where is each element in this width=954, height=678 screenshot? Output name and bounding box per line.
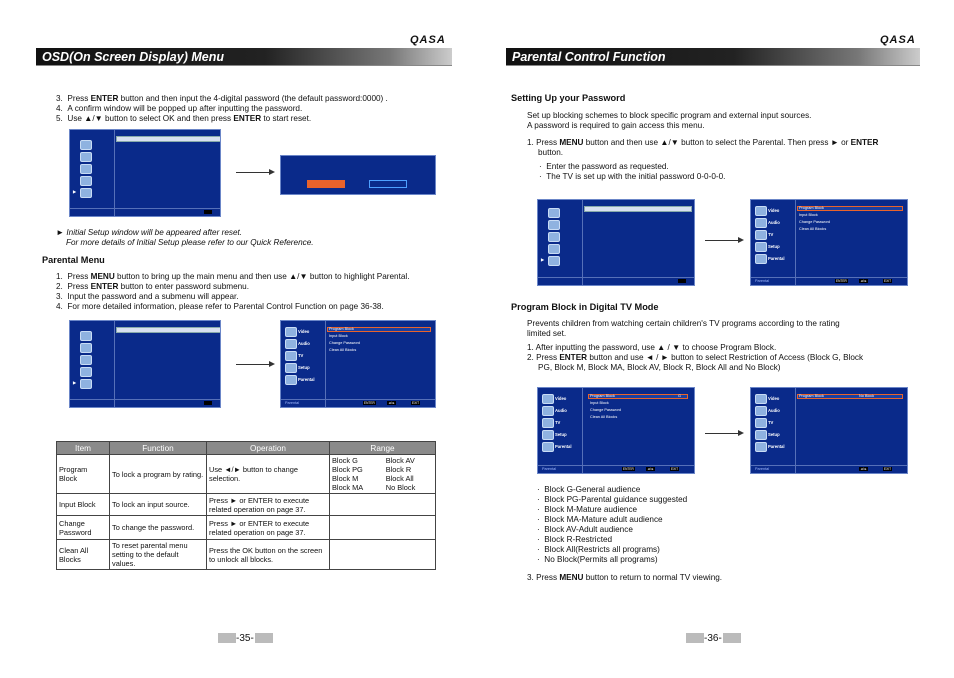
title-rule-left bbox=[36, 65, 452, 66]
cell-function: To lock a program by rating. bbox=[110, 455, 207, 494]
parental-step-3: 3. Input the password and a submenu will appear. bbox=[56, 292, 239, 301]
audio-icon bbox=[542, 406, 554, 416]
cell-function: To reset parental menu setting to the default values. bbox=[110, 540, 207, 570]
menu-parental[interactable]: Parental bbox=[768, 256, 785, 261]
password-intro bbox=[527, 111, 878, 182]
menu-video[interactable]: Video bbox=[768, 208, 780, 213]
osd-password-bar bbox=[116, 136, 221, 142]
osd-footer bbox=[70, 399, 220, 407]
cell-item: Clean All Blocks bbox=[57, 540, 110, 570]
parental-icon bbox=[285, 375, 297, 385]
parental-step-1: 1. Press MENU button to bring up the main menu and then use ▲/▼ button to highlight Parental. bbox=[56, 272, 410, 281]
block-bullet-list bbox=[537, 485, 687, 565]
title-bar-left bbox=[36, 48, 452, 65]
osd-footer bbox=[70, 208, 220, 216]
setup-icon bbox=[80, 367, 92, 377]
osd-footer bbox=[751, 465, 907, 473]
password-step-1-cont: button. bbox=[538, 148, 564, 157]
menu-parental[interactable]: Parental bbox=[298, 377, 315, 382]
list-item: · Block M-Mature audience bbox=[537, 505, 638, 514]
title-bar-right bbox=[506, 48, 920, 65]
bullet: · Enter the password as requested. bbox=[539, 162, 669, 171]
video-icon bbox=[755, 206, 767, 216]
page-number-deco bbox=[218, 633, 236, 643]
arrow-line bbox=[705, 240, 739, 241]
list-item: · Block AV-Adult audience bbox=[537, 525, 633, 534]
list-item: · No Block(Permits all programs) bbox=[537, 555, 658, 564]
footer-exit-key: EXIT bbox=[671, 467, 679, 471]
table-row bbox=[57, 494, 436, 516]
osd-screen-no-block bbox=[750, 387, 908, 474]
osd-screen-password bbox=[69, 320, 221, 408]
parental-icon bbox=[80, 188, 92, 198]
intro-line-2: A password is required to gain access this menu. bbox=[527, 121, 705, 130]
sub-program-block[interactable]: Program Block bbox=[799, 206, 824, 210]
menu-audio[interactable]: Audio bbox=[298, 341, 310, 346]
sub-program-block[interactable]: Program Block bbox=[799, 394, 824, 398]
step-5: 5. Use ▲/▼ button to select OK and then press ENTER to start reset. bbox=[56, 114, 312, 123]
osd-screen-reset bbox=[69, 129, 221, 217]
sub-change-password[interactable]: Change Password bbox=[799, 220, 831, 224]
page-title-left: OSD(On Screen Display) Menu bbox=[42, 50, 224, 64]
program-block-intro bbox=[527, 319, 863, 373]
cell-range bbox=[330, 516, 436, 540]
sub-clean-all-blocks[interactable]: Clean All Blocks bbox=[799, 227, 827, 231]
menu-tv[interactable]: TV bbox=[555, 420, 561, 425]
menu-tv[interactable]: TV bbox=[768, 420, 774, 425]
arrow-line bbox=[236, 364, 270, 365]
title-rule-right bbox=[506, 65, 920, 66]
arrow-right-icon bbox=[269, 169, 275, 175]
footer-select-key: ◄/► bbox=[860, 279, 868, 283]
password-step-1: 1. Press MENU button and then use ▲/▼ button to select the Parental. Then press ► or ENTER bbox=[527, 138, 879, 147]
selector-arrow-icon: ▶ bbox=[541, 257, 545, 262]
ok-button[interactable] bbox=[307, 180, 345, 188]
cell-operation: Use ◄/► button to change selection. bbox=[207, 455, 330, 494]
cell-operation: Press ► or ENTER to execute related operation on page 37. bbox=[207, 494, 330, 516]
video-icon bbox=[80, 331, 92, 341]
sub-input-block[interactable]: Input Block bbox=[799, 213, 818, 217]
list-item: · Block R-Restricted bbox=[537, 535, 613, 544]
audio-icon bbox=[285, 339, 297, 349]
osd-sidebar bbox=[70, 321, 115, 407]
table-row bbox=[57, 540, 436, 570]
arrow-right-icon bbox=[738, 430, 744, 436]
audio-icon bbox=[80, 343, 92, 353]
audio-icon bbox=[755, 406, 767, 416]
tv-icon bbox=[548, 232, 560, 242]
section-program-block: Program Block in Digital TV Mode bbox=[511, 302, 659, 312]
section-parental-menu: Parental Menu bbox=[42, 255, 105, 265]
list-item: · Block MA-Mature adult audience bbox=[537, 515, 663, 524]
osd-footer bbox=[751, 277, 907, 285]
setup-icon bbox=[542, 430, 554, 440]
sub-program-block[interactable]: Program Block bbox=[590, 394, 615, 398]
footer-exit-key: EXIT bbox=[884, 467, 892, 471]
page-number-deco bbox=[723, 633, 741, 643]
cell-range bbox=[330, 494, 436, 516]
osd-password-bar bbox=[584, 206, 692, 212]
setup-icon bbox=[80, 176, 92, 186]
steps-parental bbox=[56, 272, 410, 312]
menu-video[interactable]: Video bbox=[555, 396, 567, 401]
menu-audio[interactable]: Audio bbox=[768, 220, 780, 225]
arrow-line bbox=[705, 433, 739, 434]
cancel-button[interactable] bbox=[369, 180, 407, 188]
menu-parental[interactable]: Parental bbox=[768, 444, 785, 449]
cell-function: To change the password. bbox=[110, 516, 207, 540]
table-row bbox=[57, 516, 436, 540]
osd-sidebar bbox=[751, 200, 796, 285]
cell-function: To lock an input source. bbox=[110, 494, 207, 516]
parental-icon bbox=[755, 254, 767, 264]
osd-sidebar bbox=[70, 130, 115, 216]
selector-arrow-icon: ▶ bbox=[73, 189, 77, 194]
footer-exit-key: EXIT bbox=[884, 279, 892, 283]
setup-icon bbox=[285, 363, 297, 373]
setup-icon bbox=[755, 242, 767, 252]
program-step-2-cont: PG, Block M, Block MA, Block AV, Block R, Block All and No Block) bbox=[538, 363, 781, 372]
osd-password-bar bbox=[116, 327, 221, 333]
step-3: 3. Press ENTER button and then input the 4-digital password (the default password:0000) . bbox=[56, 94, 388, 103]
bullet: · The TV is set up with the initial password 0-0-0-0. bbox=[539, 172, 726, 181]
footer-select-key: ◄/► bbox=[388, 401, 396, 405]
osd-sidebar bbox=[281, 321, 326, 407]
arrow-right-icon bbox=[738, 237, 744, 243]
osd-footer-key bbox=[204, 401, 212, 405]
footer-select-key: ◄/► bbox=[647, 467, 655, 471]
audio-icon bbox=[755, 218, 767, 228]
parental-icon bbox=[542, 442, 554, 452]
sub-clean-all-blocks[interactable]: Clean All Blocks bbox=[590, 415, 618, 419]
program-step-3: 3. Press MENU button to return to normal TV viewing. bbox=[527, 573, 723, 582]
footer-label: Parental bbox=[755, 279, 770, 283]
list-item: · Block PG-Parental guidance suggested bbox=[537, 495, 688, 504]
cell-item: Program Block bbox=[57, 455, 110, 494]
table-row bbox=[57, 455, 436, 494]
page-number-deco bbox=[255, 633, 273, 643]
parental-icon bbox=[548, 256, 560, 266]
section-setting-password: Setting Up your Password bbox=[511, 93, 626, 103]
page-number-deco bbox=[686, 633, 704, 643]
menu-setup[interactable]: Setup bbox=[768, 244, 780, 249]
tv-icon bbox=[285, 351, 297, 361]
footer-label: Parental bbox=[755, 467, 770, 471]
osd-footer bbox=[538, 277, 694, 285]
menu-setup[interactable]: Setup bbox=[298, 365, 310, 370]
menu-tv[interactable]: TV bbox=[298, 353, 304, 358]
list-item: · Block G-General audience bbox=[537, 485, 641, 494]
no-block-value: No Block bbox=[859, 394, 875, 398]
video-icon bbox=[755, 394, 767, 404]
cell-range bbox=[330, 540, 436, 570]
header-operation: Operation bbox=[207, 442, 330, 455]
footer-select-key: ◄/► bbox=[860, 467, 868, 471]
osd-confirm-window bbox=[280, 155, 436, 195]
tv-icon bbox=[755, 230, 767, 240]
sub-change-password[interactable]: Change Password bbox=[329, 341, 361, 345]
tv-icon bbox=[80, 164, 92, 174]
sub-program-block[interactable]: Program Block bbox=[329, 327, 354, 331]
footer-enter-key: ENTER bbox=[836, 279, 847, 283]
program-step-2: 2. Press ENTER button and use ◄ / ► button to select Restriction of Access (Block G, Block bbox=[527, 353, 864, 362]
list-item: · Block All(Restricts all programs) bbox=[537, 545, 660, 554]
intro-line-3: Prevents children from watching certain children's TV programs according to the rating bbox=[527, 319, 840, 328]
menu-video[interactable]: Video bbox=[298, 329, 310, 334]
cell-range-b: Block AV Block R Block All No Block bbox=[384, 455, 436, 494]
cell-operation: Press the OK button on the screen to unlock all blocks. bbox=[207, 540, 330, 570]
footer-enter-key: ENTER bbox=[623, 467, 634, 471]
menu-audio[interactable]: Audio bbox=[768, 408, 780, 413]
osd-screen-parental-right bbox=[750, 199, 908, 286]
header-function: Function bbox=[110, 442, 207, 455]
parental-step-2: 2. Press ENTER button to enter password submenu. bbox=[56, 282, 249, 291]
note-line-2: For more details of Initial Setup please refer to our Quick Reference. bbox=[66, 238, 314, 247]
program-step-1: 1. After inputting the password, use ▲ / ▼ to choose Program Block. bbox=[527, 343, 777, 352]
parental-table bbox=[56, 441, 436, 570]
osd-sidebar bbox=[538, 388, 583, 473]
intro-line-1: Set up blocking schemes to block specific program and external input sources. bbox=[527, 111, 812, 120]
sub-clean-all-blocks[interactable]: Clean All Blocks bbox=[329, 348, 357, 352]
header-range: Range bbox=[330, 442, 436, 455]
footer-exit-key: EXIT bbox=[412, 401, 420, 405]
setup-icon bbox=[755, 430, 767, 440]
cell-operation: Press ► or ENTER to execute related operation on page 37. bbox=[207, 516, 330, 540]
sub-input-block[interactable]: Input Block bbox=[590, 401, 609, 405]
header-item: Item bbox=[57, 442, 110, 455]
parental-step-4: 4. For more detailed information, please refer to Parental Control Function on page 36-38. bbox=[56, 302, 384, 311]
osd-screen-parental bbox=[280, 320, 436, 408]
footer-label: Parental bbox=[542, 467, 557, 471]
osd-screen-program-block bbox=[537, 387, 695, 474]
tv-icon bbox=[542, 418, 554, 428]
parental-icon bbox=[80, 379, 92, 389]
step-4: 4. A confirm window will be popped up after inputting the password. bbox=[56, 104, 303, 113]
tv-icon bbox=[80, 355, 92, 365]
note-line-1: ► Initial Setup window will be appeared after reset. bbox=[56, 228, 243, 237]
osd-footer bbox=[281, 399, 435, 407]
page-number-left: -35- bbox=[236, 633, 254, 644]
steps-top bbox=[56, 94, 388, 124]
tv-icon bbox=[755, 418, 767, 428]
sub-change-password[interactable]: Change Password bbox=[590, 408, 622, 412]
menu-parental[interactable]: Parental bbox=[555, 444, 572, 449]
osd-footer-key bbox=[678, 279, 686, 283]
table-header-row bbox=[57, 442, 436, 455]
parental-icon bbox=[755, 442, 767, 452]
page-number-right: -36- bbox=[704, 633, 722, 644]
menu-setup[interactable]: Setup bbox=[555, 432, 567, 437]
osd-sidebar bbox=[538, 200, 583, 285]
brand-logo-left: QASA bbox=[410, 34, 446, 46]
intro-line-4: limited set. bbox=[527, 329, 567, 338]
menu-audio[interactable]: Audio bbox=[555, 408, 567, 413]
reset-note bbox=[56, 228, 314, 248]
osd-footer bbox=[538, 465, 694, 473]
page-title-right: Parental Control Function bbox=[512, 50, 666, 64]
menu-setup[interactable]: Setup bbox=[768, 432, 780, 437]
selector-arrow-icon: ▶ bbox=[73, 380, 77, 385]
brand-logo-right: QASA bbox=[880, 34, 916, 46]
menu-tv[interactable]: TV bbox=[768, 232, 774, 237]
cell-item: Input Block bbox=[57, 494, 110, 516]
video-icon bbox=[548, 208, 560, 218]
video-icon bbox=[285, 327, 297, 337]
footer-label: Parental bbox=[285, 401, 300, 405]
video-icon bbox=[80, 140, 92, 150]
osd-sidebar bbox=[751, 388, 796, 473]
video-icon bbox=[542, 394, 554, 404]
arrow-right-icon bbox=[269, 361, 275, 367]
setup-icon bbox=[548, 244, 560, 254]
arrow-line bbox=[236, 172, 270, 173]
footer-enter-key: ENTER bbox=[364, 401, 375, 405]
sub-input-block[interactable]: Input Block bbox=[329, 334, 348, 338]
cell-range-a: Block G Block PG Block M Block MA bbox=[330, 455, 384, 494]
program-block-value: G bbox=[678, 394, 681, 398]
audio-icon bbox=[80, 152, 92, 162]
osd-footer-key bbox=[204, 210, 212, 214]
cell-item: Change Password bbox=[57, 516, 110, 540]
audio-icon bbox=[548, 220, 560, 230]
osd-screen-password-right bbox=[537, 199, 695, 286]
pointer-icon: ► bbox=[56, 228, 65, 237]
menu-video[interactable]: Video bbox=[768, 396, 780, 401]
